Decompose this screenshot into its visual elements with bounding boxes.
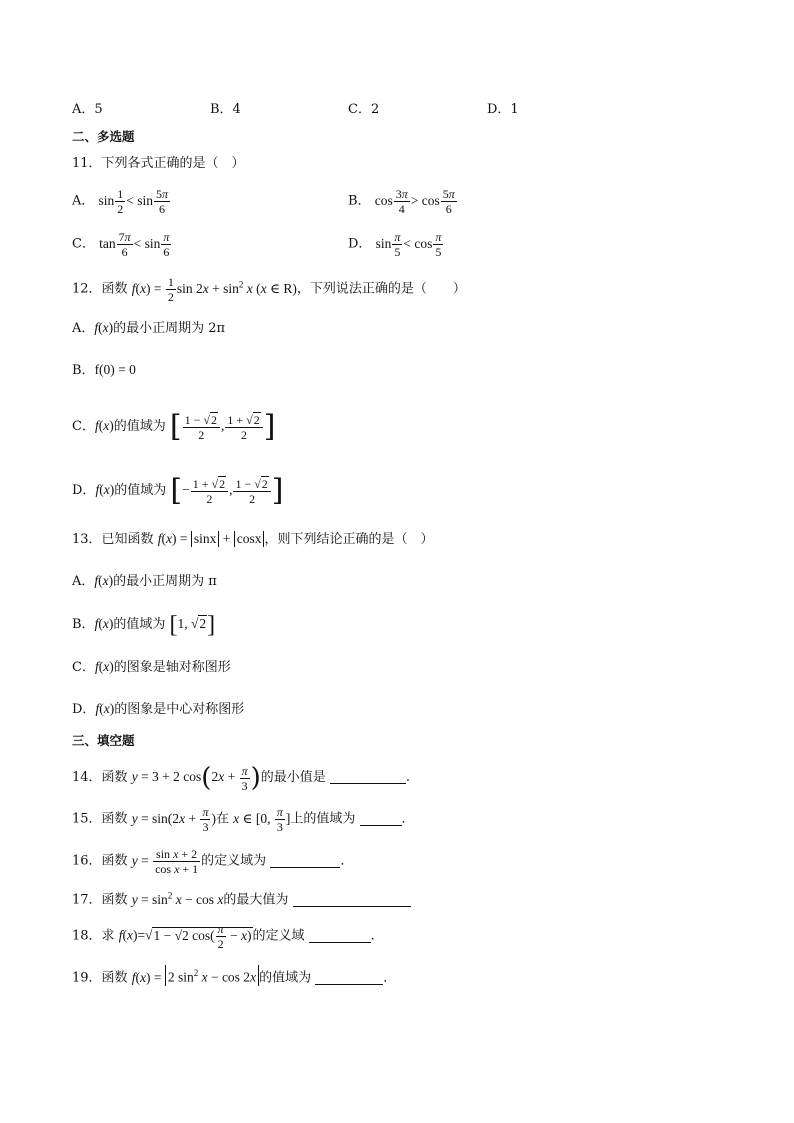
q18: 18．求 f(x)=√1 − √2 cos( $\frac{\pi}{2}$ − x)的定义域 .: [72, 922, 375, 951]
q11-option-c: C． tan $\frac{7\pi}{6}$ < sin $\frac{\pi}{6}$: [72, 230, 170, 259]
q18-answer-blank[interactable]: [309, 928, 371, 943]
q13-option-a: A．f(x)的最小正周期为 π: [72, 573, 217, 589]
q10-option-d: D．1: [487, 102, 519, 117]
q19-answer-blank[interactable]: [315, 970, 383, 985]
q11-stem: 11．下列各式正确的是（ ）: [72, 156, 245, 171]
q12-option-b: B．f(0) = 0: [72, 362, 136, 378]
q16: 16．函数 y = $\frac{\text{sin x + 2}}{\text{cos x + 1}}$ 的定义域为 ．: [72, 847, 354, 876]
q15: 15．函数 y = sin(2x + $\frac{\pi}{3}$ )在 x ∈ [0, $\frac{\pi}{3}$ ]上的值域为 ．: [72, 805, 415, 834]
q11-option-a: A． sin $\frac{1}{2}$ < sin $\frac{5\pi}{6}$: [72, 187, 169, 216]
q10-option-b: B．4: [210, 102, 241, 117]
q10-option-a: A．5: [72, 102, 103, 117]
q15-answer-blank[interactable]: [360, 811, 402, 826]
q17-answer-blank[interactable]: [293, 892, 411, 907]
q13-option-b: B．f(x)的值域为 [1, √2]: [72, 611, 216, 638]
q19: 19．函数 f(x) = 2 $\sin^2 x - \cos 2x$ 的值域为 ．: [72, 965, 396, 989]
q12-option-a: A．f(x)的最小正周期为 2π: [72, 320, 226, 336]
q12-option-c: C．f(x)的值域为 [ $\frac{1 - √2}{2}$ , $\frac{1 + √2}{2}$ ]: [72, 409, 276, 444]
q13-stem: 13．已知函数 f(x) = sinx + cosx ，则下列结论正确的是（ ）: [72, 531, 434, 547]
q11-option-b: B． cos $\frac{3\pi}{4}$ > cos $\frac{5\pi}{6}$: [348, 187, 455, 216]
section-multi-choice: 二、多选题: [72, 129, 135, 144]
q10-option-c: C．2: [348, 102, 380, 117]
q13-option-d: D．f(x)的图象是中心对称图形: [72, 701, 245, 717]
q13-option-c: C．f(x)的图象是轴对称图形: [72, 659, 231, 675]
q17: 17．函数 $y = \sin^2 x - \cos x$的最大值为: [72, 885, 411, 911]
q14-answer-blank[interactable]: [330, 769, 406, 784]
q16-answer-blank[interactable]: [270, 853, 340, 868]
q12-stem: 12．函数 f(x) = $\frac{1}{2}$ $\sin 2x + \sin^2 x$ (x ∈ R)，下列说法正确的是（ ）: [72, 274, 466, 304]
q11-option-d: D． sin $\frac{\pi}{5}$ < cos $\frac{\pi}{5}$: [348, 230, 442, 259]
section-fill-blank: 三、填空题: [72, 733, 135, 748]
q12-option-d: D．f(x)的值域为 [− $\frac{1 + √2}{2}$ , $\frac{1 - √2}{2}$ ]: [72, 473, 284, 508]
q14: 14．函数 y = 3 + 2 cos(2x + $\frac{\pi}{3}$ )的最小值是 .: [72, 763, 411, 793]
